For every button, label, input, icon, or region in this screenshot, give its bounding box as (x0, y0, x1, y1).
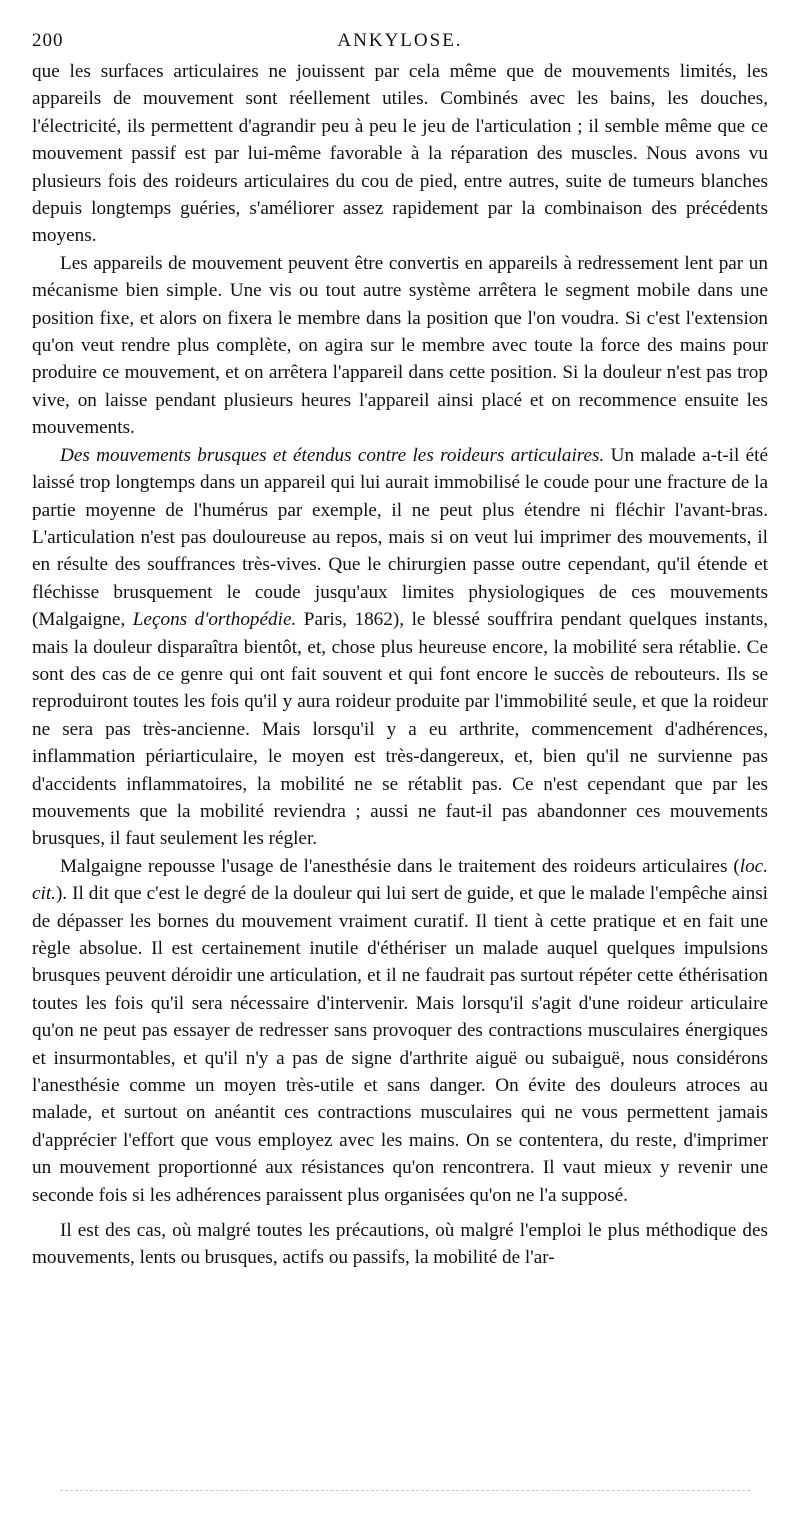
paragraph-text-part: Paris, 1862), le blessé souffrira pendant quelques instants, mais la douleur disparaîtra bientôt, et, chose plus heureuse encore, la mobilité sera rétablie. Ce sont des cas de ce genre qui ont fait souvent et qui font encore le succès de rebouteurs. Ils se reproduiront toutes les fois qu'il y aura roideur produite par l'immobilité seule, et que la roideur ne sera pas très-ancienne. Mais lorsqu'il y a eu arthrite, commencement d'adhérences, inflammation périarticulaire, le moyen est très-dangereux, et, bien qu'il ne survienne pas d'accidents inflammatoires, la mobilité ne se rétablit pas. Ce n'est cependant que par les mouvements que la mobilité reviendra ; aussi ne faut-il pas abandonner ces mouvements brusques, il faut seulement les régler. (32, 609, 769, 850)
running-title: ANKYLOSE. (337, 30, 463, 51)
paragraph-appareils-redressement: Les appareils de mouvement peuvent être convertis en appareils à redressement lent par un mécanisme bien simple. Une vis ou tout autre système arrêtera le segment mobile dans une position fixe, et alors on fixera le membre dans la position que l'on voudra. Si c'est l'extension qu'on veut rendre plus complète, on agira sur le membre avec toute la force des mains pour produire ce mouvement, et on arrêtera l'appareil dans cette position. Si la douleur n'est pas trop vive, on laisse pendant plusieurs heures l'appareil ainsi placé et on recommence ensuite les mouvements. (32, 252, 768, 439)
page-header (32, 24, 768, 58)
page-number: 200 (32, 30, 64, 51)
section-heading: Des mouvements brusques et étendus contre les roideurs articulaires. (60, 444, 605, 466)
citation: loc. cit. (32, 855, 768, 905)
paragraph-text-part: Un malade a-t-il été laissé trop longtemps dans un appareil qui lui aurait immobilisé le coude pour une fracture de la partie moyenne de l'humérus par exemple, il ne peut plus étendre ni fléchir l'avant-bras. L'articulation n'est pas douloureuse au repos, mais si on veut lui imprimer des mouvements, il en résulte des souffrances très-vives. Que le chirurgien passe outre cependant, qu'il étende et fléchisse brusquement le coude jusqu'aux limites physiologiques de ces mouvements (Malgaigne, (32, 444, 768, 631)
paragraph-continuation: que les surfaces articulaires ne jouissent par cela même que de mouvements limités, les appareils de mouvement sont réellement utiles. Combinés avec les bains, les douches, l'électricité, ils permettent d'agrandir peu à peu le jeu de l'articulation ; il semble même que ce mouvement passif est par lui-même favorable à la réparation des muscles. Nous avons vu plusieurs fois des roideurs articulaires du cou de pied, entre autres, suite de tumeurs blanches depuis longtemps guéries, s'améliorer assez rapidement par la combinaison des précédents moyens. (32, 61, 768, 247)
paragraph-text-part: ). Il dit que c'est le degré de la douleur qui lui sert de guide, et que le malade l'empêche ainsi de dépasser les bornes du mouvement vraiment curatif. Il tient à cette pratique et en fait une règle absolue. Il est certainement inutile d'éthériser un malade auquel quelques impulsions brusques peuvent déroidir une articulation, et il ne faudrait pas surtout répéter cette éthérisation toutes les fois qu'il sera nécessaire d'intervenir. Mais lorsqu'il s'agit d'une roideur articulaire qu'on ne peut pas essayer de redresser sans provoquer des contractions musculaires énergiques et insurmontables, et qu'il n'y a pas de signe d'arthrite aiguë ou subaiguë, nous considérons l'anesthésie comme un moyen très-utile et sans danger. On évite des douleurs atroces au malade, et surtout on anéantit ces contractions musculaires qui ne vous permettent jamais d'apprécier l'effort que vous employez avec les mains. On se contentera, du reste, d'imprimer un mouvement proportionné aux résistances qu'on rencontrera. Il vaut mieux y revenir une seconde fois si les adhérences paraissent plus organisées qu'on ne l'a supposé. (32, 883, 768, 1206)
body-text (32, 58, 768, 1272)
footer-dotted-line (60, 1490, 750, 1491)
paragraph-final: Il est des cas, où malgré toutes les précautions, où malgré l'emploi le plus méthodique des mouvements, lents ou brusques, actifs ou passifs, la mobilité de l'ar- (32, 1220, 768, 1269)
citation: Leçons d'orthopédie. (132, 609, 297, 631)
paragraph-anesthesie (32, 853, 768, 1209)
paragraph-text-part: Malgaigne repousse l'usage de l'anesthésie dans le traitement des roideurs articulaires ( (60, 855, 740, 877)
paragraph-mouvements-brusques (32, 442, 768, 853)
book-page (32, 24, 768, 1272)
